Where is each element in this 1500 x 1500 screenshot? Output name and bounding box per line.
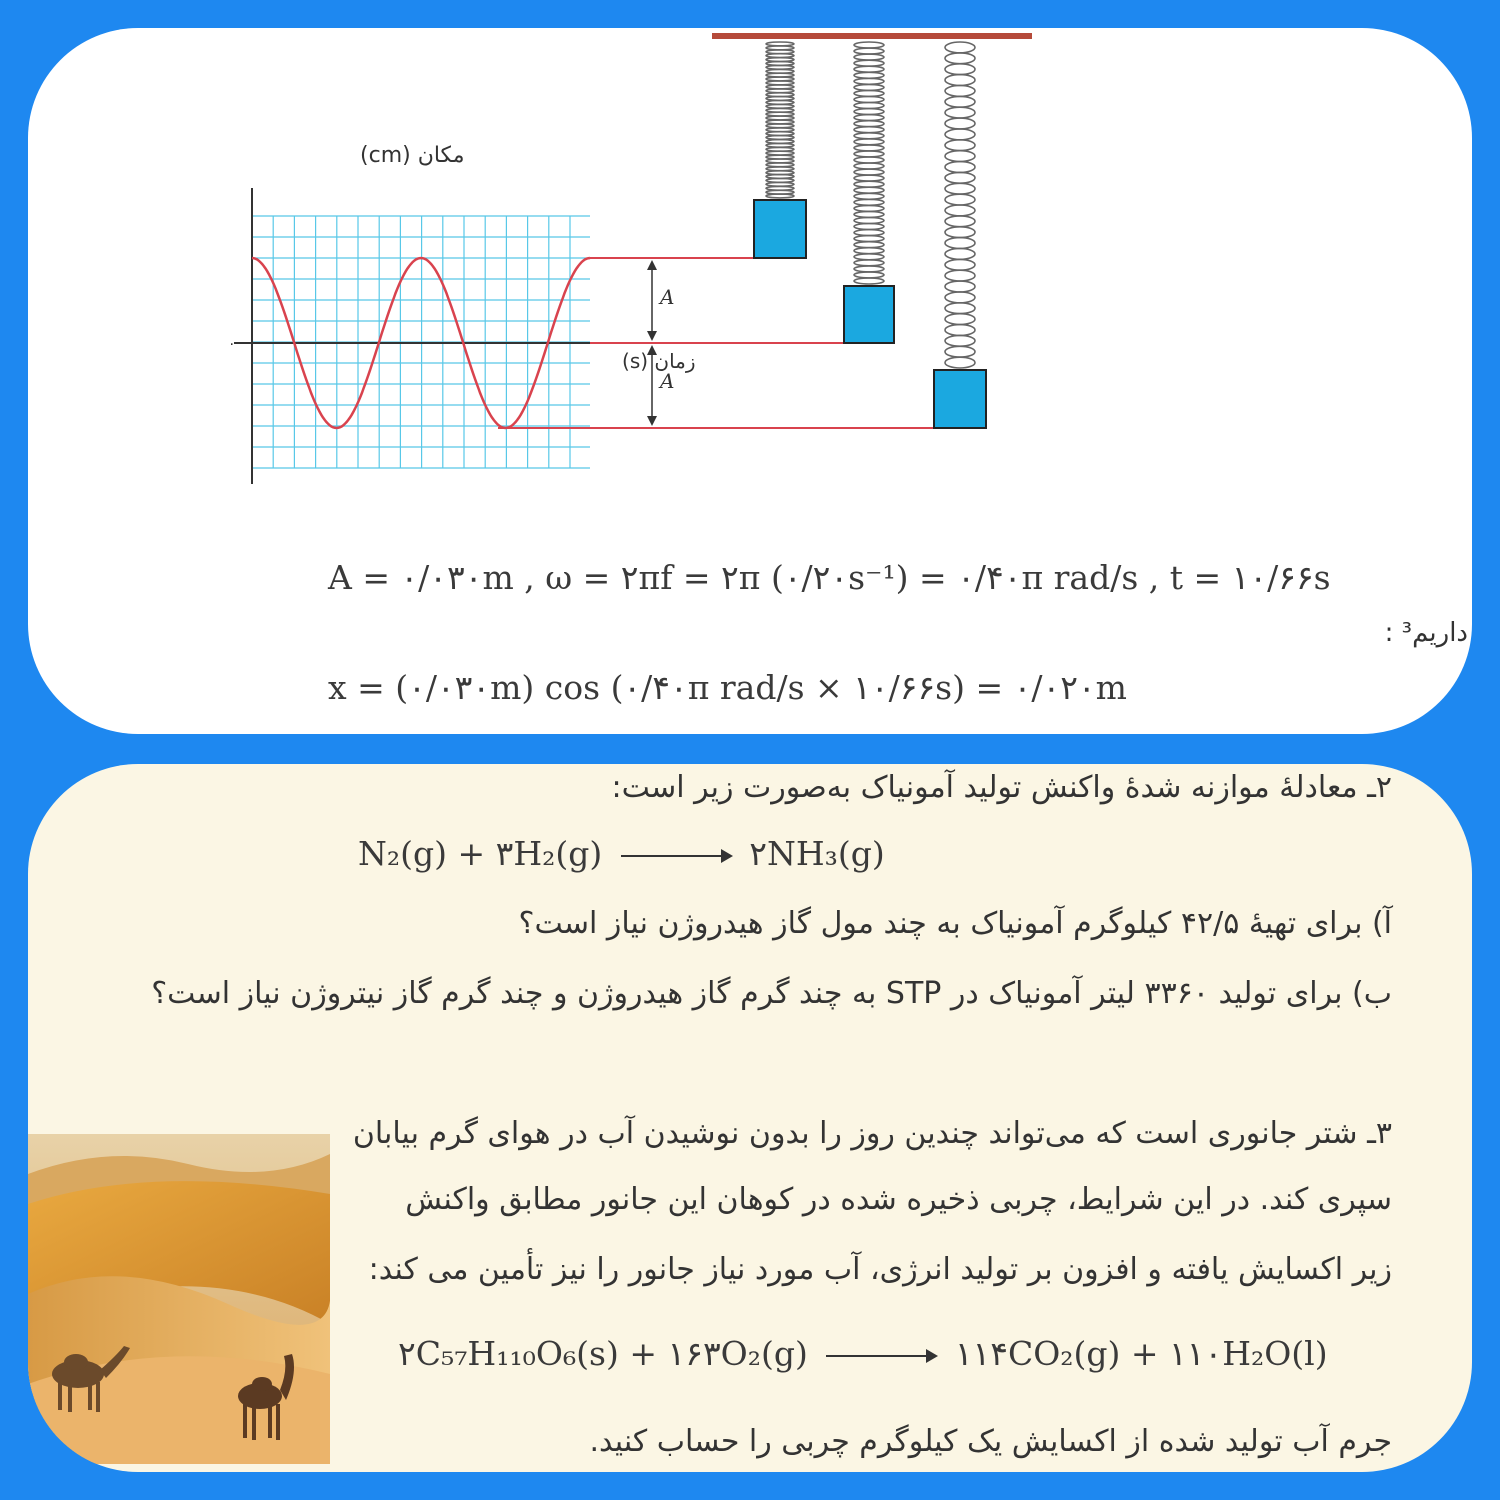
- fat-oxidation-reaction: [398, 1334, 1328, 1373]
- question-3-line-1: ۳ـ شتر جانوری است که می‌تواند چندین روز را بدون نوشیدن آب در هوای گرم بیابان: [352, 1116, 1392, 1151]
- oscillation-figure: [28, 28, 1472, 548]
- amplitude-label-lower: A: [660, 369, 675, 393]
- y-axis-label: مکان (cm): [360, 143, 465, 168]
- mass-middle-position: [844, 286, 894, 343]
- spring-stretched: [945, 42, 975, 368]
- spring-compressed: [766, 42, 794, 198]
- question-3-line-3: زیر اکسایش یافته و افزون بر تولید انرژی، آب مورد نیاز جانور را نیز تأمین می کند:: [368, 1252, 1392, 1287]
- origin-label: ۰: [228, 336, 236, 352]
- amplitude-label-upper: A: [660, 285, 675, 309]
- bottom-card: [28, 764, 1472, 1472]
- mass-bottom-position: [934, 370, 986, 428]
- equation-parameters: A = ۰/۰۳۰m , ω = ۲πf = ۲π (۰/۲۰s⁻¹) = ۰/۴۰π rad/s , t = ۱۰/۶۶s: [328, 558, 1331, 597]
- equation-result: x = (۰/۰۳۰m) cos (۰/۴۰π rad/s × ۱۰/۶۶s) = ۰/۰۲۰m: [328, 668, 1127, 707]
- mass-top-position: [754, 200, 806, 258]
- question-3-line-2: سپری کند. در این شرایط، چربی ذخیره شده در کوهان این جانور مطابق واکنش: [405, 1182, 1392, 1217]
- question-2-part-a: آ) برای تهیهٔ ۴۲/۵ کیلوگرم آمونیاک به چند مول گاز هیدروژن نیاز است؟: [518, 906, 1392, 941]
- equation-intro-label: داریم³ :: [1384, 618, 1468, 648]
- fat-reaction-products: ۱۱۴CO₂(g) + ۱۱۰H₂O(l): [954, 1334, 1328, 1373]
- fat-reaction-reactants: ۲C₅₇H₁₁₀O₆(s) + ۱۶۳O₂(g): [398, 1334, 808, 1373]
- question-2-part-b: ب) برای تولید ۳۳۶۰ لیتر آمونیاک در STP به چند گرم گاز هیدروژن و چند گرم گاز نیتروژن نیاز است؟: [151, 976, 1392, 1011]
- ammonia-reaction-products: ۲NH₃(g): [749, 834, 885, 873]
- question-2-title: ۲ـ معادلهٔ موازنه شدهٔ واکنش تولید آمونیاک به‌صورت زیر است:: [611, 770, 1392, 805]
- amplitude-arrow-upper: [647, 260, 657, 341]
- question-3-line-4: جرم آب تولید شده از اکسایش یک کیلوگرم چربی را حساب کنید.: [589, 1424, 1392, 1459]
- top-card: [28, 28, 1472, 734]
- ammonia-reaction: [358, 834, 885, 873]
- ammonia-reaction-reactants: N₂(g) + ۳H₂(g): [358, 834, 603, 873]
- reaction-arrow-icon: [621, 855, 731, 857]
- x-axis-label: زمان (s): [622, 349, 696, 373]
- reaction-arrow-icon: [826, 1355, 936, 1357]
- desert-camels-image: [28, 1134, 330, 1464]
- spring-equilibrium: [854, 42, 884, 284]
